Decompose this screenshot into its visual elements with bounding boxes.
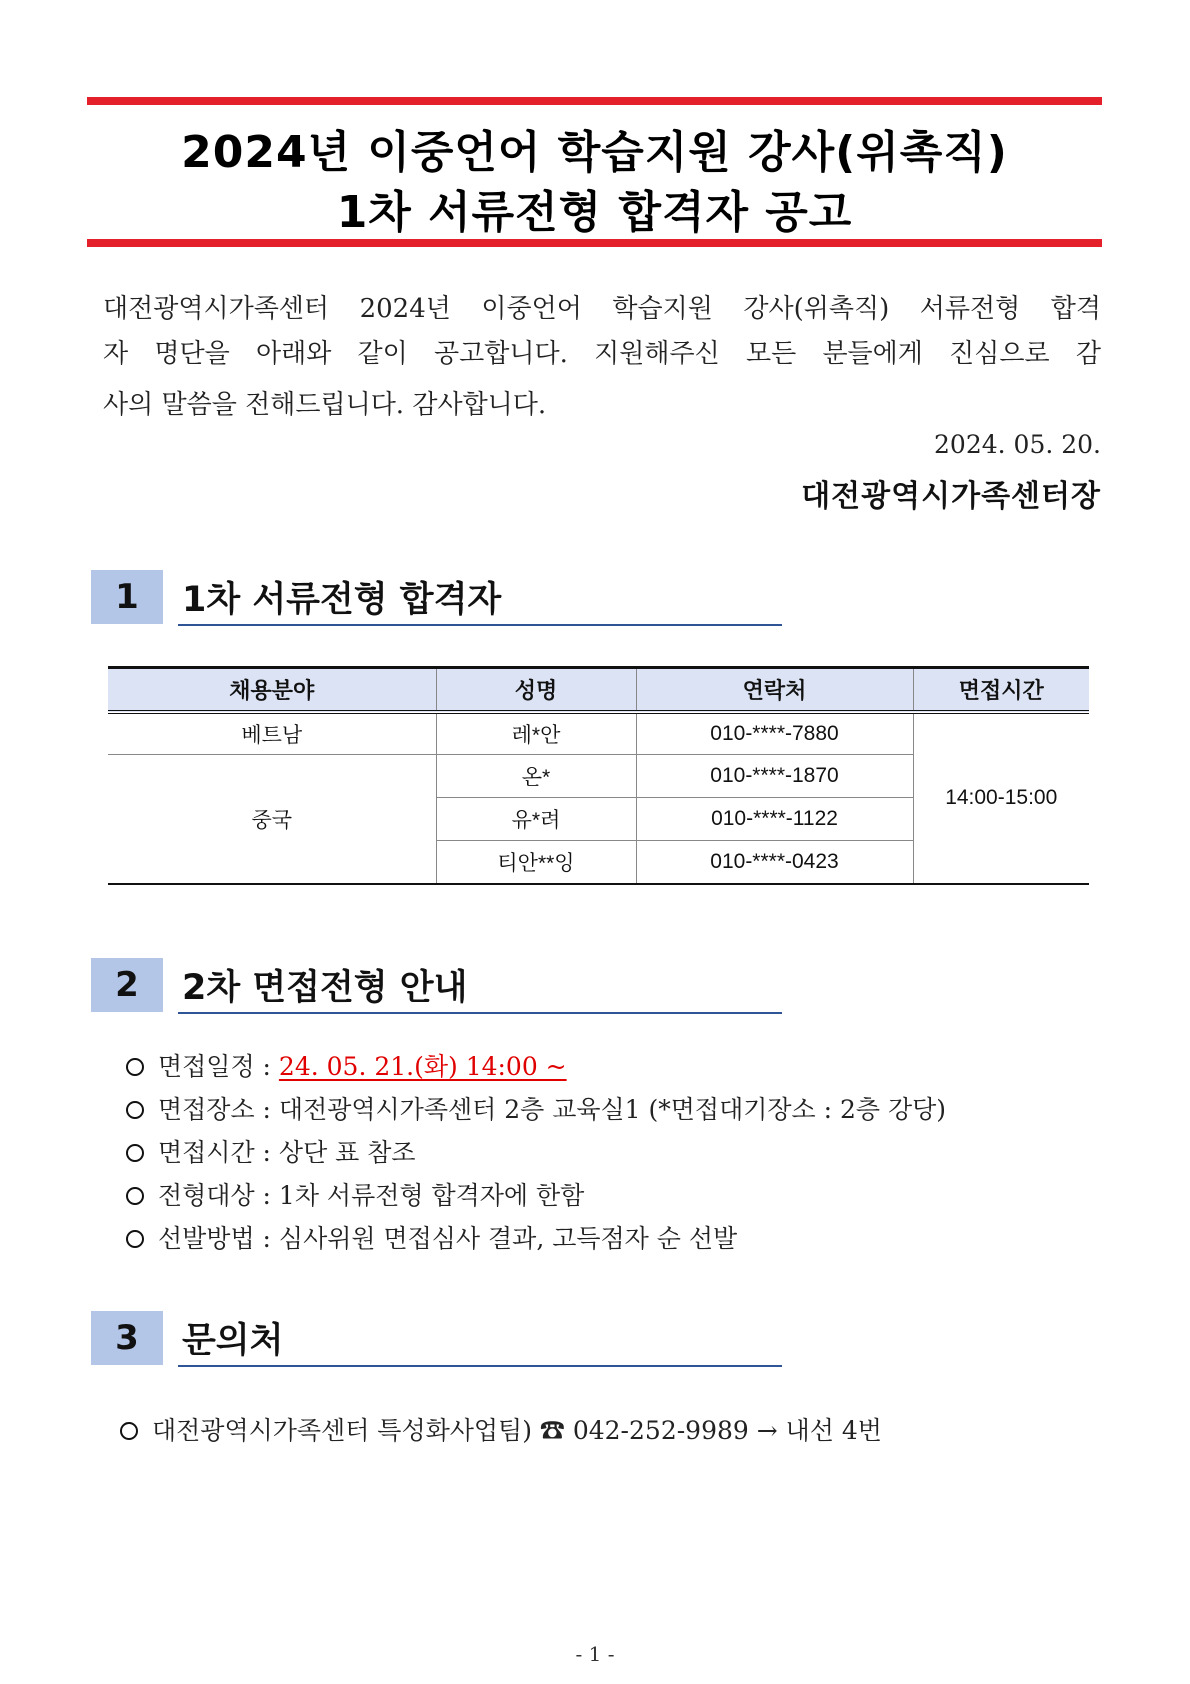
- header-interview-time: 면접시간: [913, 668, 1089, 712]
- list-item: [126, 1045, 946, 1088]
- circle-bullet-icon: [120, 1422, 138, 1440]
- contact-cell: 010-****-1122: [636, 798, 913, 841]
- section-3-title: 문의처: [182, 1321, 284, 1361]
- header-name: 성명: [436, 668, 636, 712]
- item-value: 대전광역시가족센터 2층 교육실1 (*면접대기장소 : 2층 강당): [278, 1095, 947, 1124]
- contact-text: 대전광역시가족센터 특성화사업팀) ☎ 042-252-9989 → 내선 4번: [152, 1416, 882, 1445]
- contact-cell: 010-****-0423: [636, 841, 913, 884]
- page-title-line2: 1차 서류전형 합격자 공고: [336, 187, 853, 238]
- circle-bullet-icon: [126, 1058, 144, 1076]
- circle-bullet-icon: [126, 1101, 144, 1119]
- item-value: 1차 서류전형 합격자에 한함: [278, 1181, 585, 1210]
- item-value-highlight: 24. 05. 21.(화) 14:00 ~: [278, 1052, 567, 1081]
- list-item: [126, 1174, 946, 1217]
- header-field: 채용분야: [108, 668, 436, 712]
- notice-signer: 대전광역시가족센터장: [801, 479, 1101, 514]
- page-title-line1: 2024년 이중언어 학습지원 강사(위촉직): [181, 127, 1008, 178]
- interview-info-list: [126, 1045, 946, 1260]
- item-label: 면접시간 :: [158, 1138, 279, 1167]
- intro-line-3: 사의 말씀을 전해드립니다. 감사합니다.: [103, 390, 547, 420]
- table-row: [108, 712, 1089, 755]
- section-1-underline: [178, 624, 782, 626]
- item-label: 전형대상 :: [158, 1181, 279, 1210]
- header-contact: 연락처: [636, 668, 913, 712]
- list-item: [126, 1131, 946, 1174]
- field-cell-vietnam: 베트남: [108, 712, 436, 755]
- name-cell: 레*안: [436, 712, 636, 755]
- list-item: [126, 1217, 946, 1260]
- section-3-number: 3: [91, 1311, 163, 1365]
- page-number: - 1 -: [575, 1642, 615, 1666]
- interview-time-cell: 14:00-15:00: [913, 712, 1089, 884]
- notice-date: 2024. 05. 20.: [934, 430, 1101, 459]
- circle-bullet-icon: [126, 1230, 144, 1248]
- bottom-red-rule: [87, 239, 1102, 247]
- section-3-underline: [178, 1365, 782, 1367]
- item-value: 상단 표 참조: [278, 1138, 416, 1167]
- item-label: 선발방법 :: [158, 1224, 279, 1253]
- item-value: 심사위원 면접심사 결과, 고득점자 순 선발: [278, 1224, 738, 1253]
- list-item: [126, 1088, 946, 1131]
- name-cell: 유*려: [436, 798, 636, 841]
- item-label: 면접장소 :: [158, 1095, 279, 1124]
- top-red-rule: [87, 97, 1102, 105]
- intro-line-1: 대전광역시가족센터 2024년 이중언어 학습지원 강사(위촉직) 서류전형 합격: [103, 294, 1101, 324]
- contact-cell: 010-****-1870: [636, 755, 913, 798]
- section-2-underline: [178, 1012, 782, 1014]
- contact-cell: 010-****-7880: [636, 712, 913, 755]
- name-cell: 티안**잉: [436, 841, 636, 884]
- section-1-title: 1차 서류전형 합격자: [182, 580, 502, 620]
- item-label: 면접일정 :: [158, 1052, 279, 1081]
- circle-bullet-icon: [126, 1187, 144, 1205]
- section-1-number: 1: [91, 570, 163, 624]
- intro-line-2: 자 명단을 아래와 같이 공고합니다. 지원해주신 모든 분들에게 진심으로 감: [103, 339, 1101, 369]
- name-cell: 온*: [436, 755, 636, 798]
- section-2-title: 2차 면접전형 안내: [182, 968, 468, 1008]
- contact-info: [120, 1411, 882, 1447]
- field-cell-china: 중국: [108, 755, 436, 884]
- table-header-row: [108, 668, 1089, 712]
- section-2-number: 2: [91, 958, 163, 1012]
- circle-bullet-icon: [126, 1144, 144, 1162]
- results-table: [108, 666, 1089, 885]
